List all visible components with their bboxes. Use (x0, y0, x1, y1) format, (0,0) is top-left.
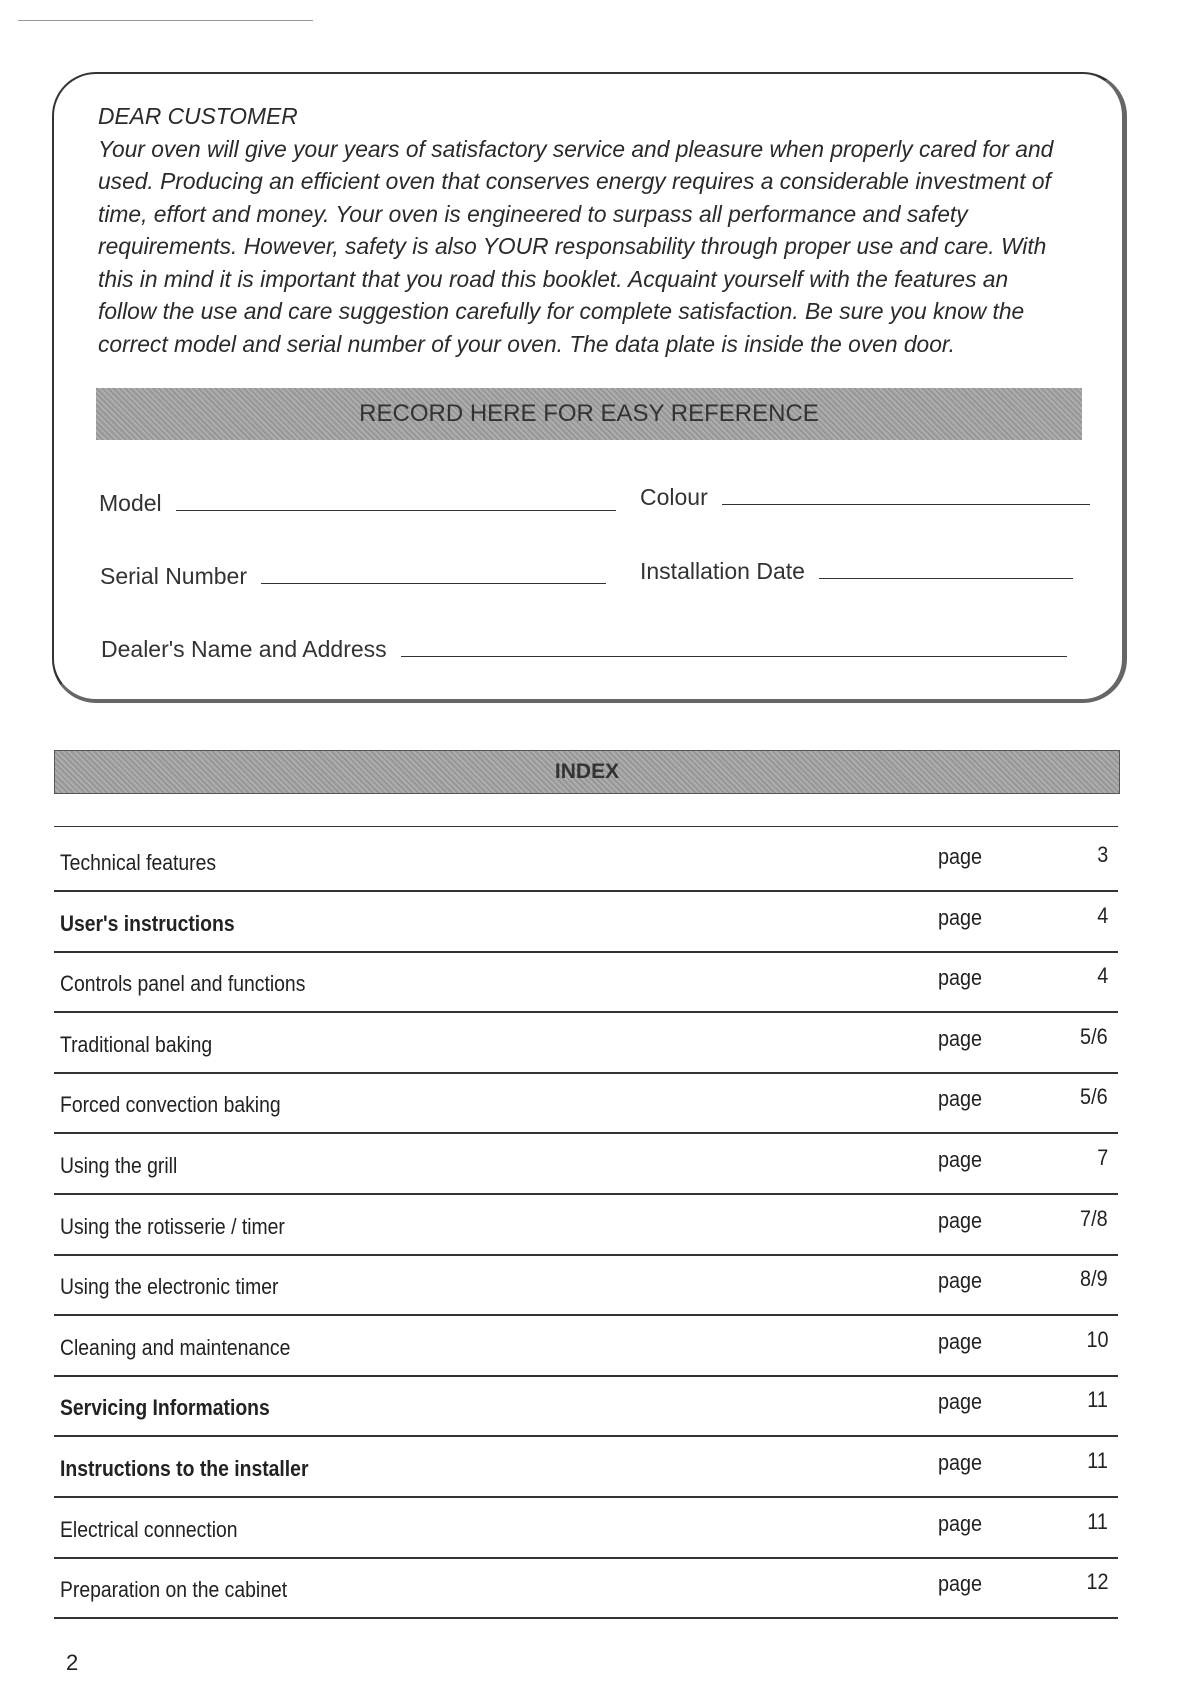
index-row[interactable] (54, 1436, 1118, 1498)
index-row[interactable] (54, 1012, 1118, 1074)
dealer-line[interactable] (401, 656, 1067, 657)
index-item-label: Using the rotisserie / timer (60, 1213, 285, 1239)
page-word: page (938, 965, 983, 991)
index-item-label: Using the grill (60, 1153, 178, 1178)
serial-number-label: Serial Number (100, 563, 247, 589)
page-word: page (938, 904, 983, 930)
index-row[interactable] (54, 951, 1118, 1013)
dealer-field[interactable] (101, 636, 1067, 663)
page-word: page (938, 1086, 983, 1112)
installation-date-line[interactable] (819, 578, 1073, 579)
page-word: page (938, 1450, 983, 1475)
index-page-number: 3 (1096, 842, 1108, 867)
letter-body: Your oven will give your years of satisfactory service and pleasure when properly cared for and used. Producing an efficient oven that conserves energy requires a considerable investment of time, effort and money. Your oven is engineered to surpass all performance and safety requirements. However, safety is also YOUR responsability through proper use and care. With this in mind it is important that you road this booklet. Acquaint yourself with the features an follow the use and care suggestion carefully for complete satisfaction. Be sure you know the correct model and serial number of your oven. The data plate is inside the oven door. (98, 135, 1054, 357)
model-label: Model (99, 490, 162, 516)
colour-line[interactable] (722, 504, 1090, 505)
index-page-number: 8/9 (1080, 1266, 1108, 1292)
dealer-label: Dealer's Name and Address (101, 636, 387, 662)
index-item-label: User's instructions (60, 910, 235, 936)
index-item-label: Electrical connection (60, 1516, 238, 1542)
index-row[interactable] (54, 1315, 1118, 1377)
index-item-label: Controls panel and functions (60, 971, 306, 997)
index-page-number: 5/6 (1080, 1084, 1108, 1110)
serial-number-field[interactable] (100, 563, 606, 590)
page-word: page (938, 1510, 983, 1536)
index-row[interactable] (54, 1194, 1118, 1256)
page-word: page (938, 844, 983, 869)
page-word: page (938, 1207, 983, 1233)
installation-date-field[interactable] (640, 558, 1073, 585)
index-item-label: Forced convection baking (60, 1092, 281, 1118)
header-rule (18, 20, 313, 21)
index-row[interactable] (54, 830, 1118, 892)
index-row[interactable] (54, 1133, 1118, 1195)
index-item-label: Instructions to the installer (60, 1456, 309, 1481)
index-page-number: 5/6 (1080, 1023, 1108, 1049)
index-item-label: Cleaning and maintenance (60, 1334, 291, 1360)
index-page-number: 7/8 (1080, 1205, 1108, 1231)
index-item-label: Servicing Informations (60, 1395, 270, 1421)
index-row[interactable] (54, 891, 1118, 953)
index-page-number: 11 (1087, 1448, 1108, 1473)
colour-field[interactable] (640, 484, 1090, 511)
index-row[interactable] (54, 1557, 1118, 1619)
index-page-number: 12 (1085, 1569, 1108, 1595)
index-item-label: Technical features (60, 850, 217, 875)
page-word: page (938, 1147, 983, 1172)
index-page-number: 4 (1096, 963, 1108, 989)
index-page-number: 4 (1096, 902, 1108, 928)
index-item-label: Using the electronic timer (60, 1274, 279, 1300)
index-heading: INDEX (54, 750, 1120, 794)
index-top-rule (54, 826, 1118, 827)
index-row[interactable] (54, 1072, 1118, 1134)
index-page-number: 7 (1096, 1145, 1108, 1170)
index-row[interactable] (54, 1254, 1118, 1316)
installation-date-label: Installation Date (640, 558, 805, 584)
customer-letter (98, 100, 1058, 360)
record-heading: RECORD HERE FOR EASY REFERENCE (96, 388, 1082, 440)
letter-title: DEAR CUSTOMER (98, 103, 298, 129)
page-word: page (938, 1268, 983, 1294)
serial-number-line[interactable] (261, 583, 606, 584)
index-row[interactable] (54, 1375, 1118, 1437)
index-page-number: 11 (1087, 1387, 1108, 1413)
page-number: 2 (66, 1650, 79, 1675)
index-row[interactable] (54, 1497, 1118, 1559)
model-line[interactable] (176, 510, 616, 511)
index-page-number: 10 (1085, 1326, 1108, 1352)
page-word: page (938, 1328, 983, 1354)
page-word: page (938, 1025, 983, 1051)
index-page-number: 11 (1087, 1508, 1108, 1534)
model-field[interactable] (99, 490, 616, 517)
index-item-label: Preparation on the cabinet (60, 1577, 288, 1603)
page-word: page (938, 1389, 983, 1415)
index-item-label: Traditional baking (60, 1031, 213, 1057)
colour-label: Colour (640, 484, 708, 510)
page-word: page (938, 1571, 983, 1597)
